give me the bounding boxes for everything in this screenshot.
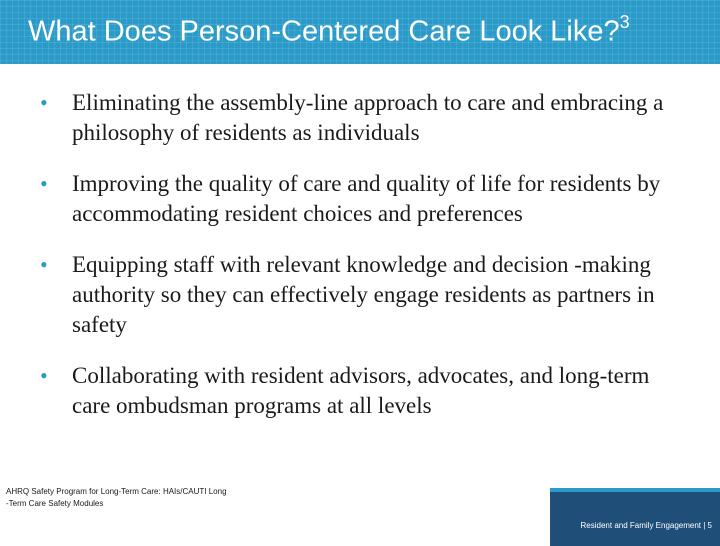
bullet-marker: • xyxy=(40,90,48,115)
bullet-text: Improving the quality of care and quality of life for residents by accommodating resident choices and preferences xyxy=(72,171,661,226)
footer-source xyxy=(6,486,276,510)
footer-page-label: Resident and Family Engagement | 5 xyxy=(580,521,712,530)
slide-title-text: What Does Person-Centered Care Look Like? xyxy=(28,15,620,48)
bullet-marker: • xyxy=(40,171,48,196)
footer-bar xyxy=(550,488,720,546)
bullet-item xyxy=(30,88,690,148)
bullet-text: Eliminating the assembly-line approach to care and embracing a philosophy of residents as individuals xyxy=(72,90,664,145)
bullet-marker: • xyxy=(40,363,48,388)
bullet-marker: • xyxy=(40,252,48,277)
bullet-text: Collaborating with resident advisors, advocates, and long-term care ombudsman programs at all levels xyxy=(72,363,650,418)
bullet-item xyxy=(30,361,690,421)
bullet-list xyxy=(30,88,690,421)
footer-source-line2: -Term Care Safety Modules xyxy=(6,499,104,508)
slide-title-superscript: 3 xyxy=(619,12,630,32)
footer-source-line1: AHRQ Safety Program for Long-Term Care: HAIs/CAUTI Long xyxy=(6,487,227,496)
bullet-item xyxy=(30,250,690,340)
slide-title xyxy=(28,14,630,49)
title-bar xyxy=(0,0,720,64)
bullet-text: Equipping staff with relevant knowledge and decision -making authority so they can effectively engage residents as partners in safety xyxy=(72,252,655,337)
bullet-item xyxy=(30,169,690,229)
